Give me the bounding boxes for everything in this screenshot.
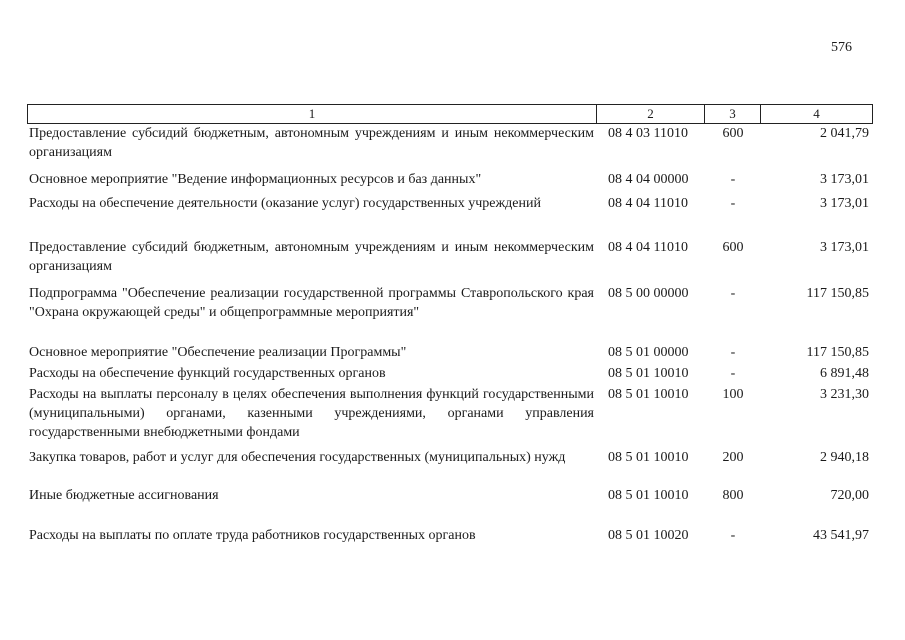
row-amount: 117 150,85 <box>806 345 869 360</box>
row-amount: 3 173,01 <box>820 172 869 187</box>
row-expense-type: 600 <box>722 126 744 141</box>
row-amount: 6 891,48 <box>820 366 869 381</box>
row-expense-type: - <box>730 366 736 381</box>
row-expense-type: 600 <box>722 240 744 255</box>
row-description: Предоставление субсидий бюджетным, автономным учреждениям и иным некоммерческим организациям <box>29 240 594 274</box>
table-header <box>27 104 873 124</box>
row-amount: 3 231,30 <box>820 387 869 402</box>
row-amount: 2 041,79 <box>820 126 869 141</box>
row-expense-type: 800 <box>722 488 744 503</box>
row-code: 08 5 01 00000 <box>608 345 689 360</box>
row-description: Иные бюджетные ассигнования <box>29 488 219 503</box>
page-number: 576 <box>831 40 852 55</box>
row-expense-type: 200 <box>722 450 744 465</box>
row-code: 08 4 04 11010 <box>608 240 688 255</box>
row-expense-type: - <box>730 172 736 187</box>
row-code: 08 5 01 10010 <box>608 387 689 402</box>
row-code: 08 5 01 10010 <box>608 488 689 503</box>
row-amount: 2 940,18 <box>820 450 869 465</box>
row-description: Закупка товаров, работ и услуг для обеспечения государственных (муниципальных) нужд <box>29 450 566 465</box>
row-amount: 3 173,01 <box>820 240 869 255</box>
row-description: Расходы на обеспечение деятельности (оказание услуг) государственных учреждений <box>29 196 541 211</box>
row-expense-type: 100 <box>722 387 744 402</box>
row-code: 08 5 01 10010 <box>608 450 689 465</box>
row-description: Расходы на обеспечение функций государственных органов <box>29 366 386 381</box>
row-description: Расходы на выплаты по оплате труда работников государственных органов <box>29 528 476 543</box>
row-code: 08 4 03 11010 <box>608 126 688 141</box>
row-code: 08 5 01 10020 <box>608 528 689 543</box>
column-header-2: 2 <box>597 105 705 123</box>
column-header-1: 1 <box>28 105 597 123</box>
row-description: Подпрограмма "Обеспечение реализации государственной программы Ставропольского края "Охрана окружающей среды" и общепрограммные мероприятия" <box>29 286 594 320</box>
column-header-4: 4 <box>813 106 820 121</box>
row-description: Расходы на выплаты персоналу в целях обеспечения выполнения функций государственными (муниципальными) органами, казенными учреждениями, органами управления государственными внебюджетными фондами <box>29 387 594 440</box>
column-header-3: 3 <box>705 105 761 123</box>
row-code: 08 5 00 00000 <box>608 286 689 301</box>
row-description: Основное мероприятие "Ведение информационных ресурсов и баз данных" <box>29 172 482 187</box>
row-code: 08 4 04 11010 <box>608 196 688 211</box>
row-amount: 117 150,85 <box>806 286 869 301</box>
row-description: Основное мероприятие "Обеспечение реализации Программы" <box>29 345 407 360</box>
row-amount: 720,00 <box>830 488 869 503</box>
row-code: 08 4 04 00000 <box>608 172 689 187</box>
row-expense-type: - <box>730 528 736 543</box>
row-amount: 3 173,01 <box>820 196 869 211</box>
row-code: 08 5 01 10010 <box>608 366 689 381</box>
row-expense-type: - <box>730 196 736 211</box>
row-expense-type: - <box>730 286 736 301</box>
row-amount: 43 541,97 <box>813 528 869 543</box>
row-description: Предоставление субсидий бюджетным, автономным учреждениям и иным некоммерческим организациям <box>29 126 594 160</box>
row-expense-type: - <box>730 345 736 360</box>
